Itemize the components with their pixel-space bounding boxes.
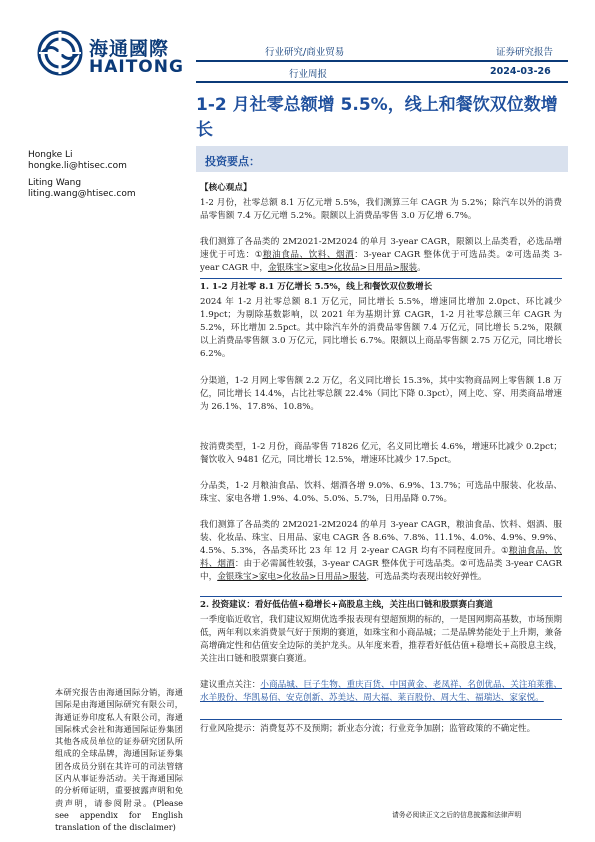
author-1-name: Hongke Li xyxy=(28,150,73,160)
report-title: 1-2 月社零总额增 5.5%，线上和餐饮双位数增长 xyxy=(196,95,558,140)
paragraph-1: 1-2 月份，社零总额 8.1 万亿元增 5.5%，我们测算三年 CAGR 为 5.2%；除汽车以外的消费品零售额 7.4 万亿元增 5.2%。限额以上消费品零售 3.0 万亿增 6.7%。 xyxy=(200,198,562,221)
report-label: 证券研究报告 xyxy=(496,47,554,58)
logo-english-name: HAITONG xyxy=(89,57,184,77)
section-divider-3 xyxy=(200,719,562,720)
logo-chinese-name: 海通國際 xyxy=(89,38,170,60)
paragraph-5: 按消费类型，1-2 月份，商品零售 71826 亿元，名义同比增长 4.6%，增速环比减少 0.2pct；餐饮收入 9481 亿元，同比增长 12.5%，增速环比减少 17.5pct。 xyxy=(200,442,562,465)
author-1 xyxy=(28,150,127,172)
author-2 xyxy=(28,178,136,200)
recommendation-list: 建议重点关注：小商品城、巨子生物、重庆百货、中国黄金、老凤祥、名创优品、关注珀莱雅、水羊股份、华凯易佰、安克创新、苏美达、周大福、莱百股份、周大生、福瑞达、家家悦。 xyxy=(200,680,562,703)
paragraph-6: 分品类，1-2 月粮油食品、饮料、烟酒各增 9.0%、6.9%、13.7%；可选品中服装、化妆品、珠宝、家电各增 1.9%、4.0%、5.0%、5.7%，日用品降 0.7%。 xyxy=(200,481,562,504)
haitong-logo-icon xyxy=(37,30,83,76)
author-1-email[interactable]: hongke.li@htisec.com xyxy=(28,161,127,171)
report-category: 行业研究/商业贸易 xyxy=(265,47,345,58)
section-divider-2 xyxy=(200,596,562,597)
paragraph-2: 我们测算了各品类的 2M2021-2M2024 的单月 3-year CAGR，限额以上品类看，必选品增速优于可选：①粮油食品、饮料、烟酒：3-year CAGR 整体优于可选品类。②可选品类 3-year CAGR 中，金银珠宝>家电>化妆品>日用品>服装。 xyxy=(200,237,562,273)
author-2-name: Liting Wang xyxy=(28,178,82,188)
risk-warning: 行业风险提示：消费复苏不及预期；新业态分流；行业竞争加剧；监管政策的不确定性。 xyxy=(200,724,536,734)
key-points-label: 投资要点： xyxy=(205,155,260,168)
report-date: 2024-03-26 xyxy=(490,66,551,77)
core-view-heading: 【核心观点】 xyxy=(200,183,252,193)
header-divider-2 xyxy=(196,81,568,83)
footer-notice: 请务必阅读正文之后的信息披露和法律声明 xyxy=(392,811,522,819)
paragraph-7: 我们测算了各品类的 2M2021-2M2024 的单月 3-year CAGR，粮油食品、饮料、烟酒、服装、化妆品、珠宝、日用品、家电 CAGR 各 8.6%、7.8%、11.1%、4.0%、4.9%、9.9%、4.5%、5.3%，各品类环比 23 年 12 月 2-year CAGR 均有不同程度回升。①粮油食品、饮料、烟酒：由于必需属性较强，3-year CAGR 整体优于可选品类。②可选品类 3-year CAGR 中，金银珠宝>家电>化妆品>日用品>服装，可选品类均表现出较好弹性。 xyxy=(200,520,562,582)
paragraph-4: 分渠道，1-2 月网上零售额 2.2 万亿，名义同比增长 15.3%，其中实物商品网上零售额 1.8 万亿，同比增长 14.4%，占比社零总额 22.4%（同比下降 0.3pct），网上吃、穿、用类商品增速为 26.1%、17.8%、10.8%。 xyxy=(200,376,562,412)
section-heading-2: 2. 投资建议：看好低估值+稳增长+高股息主线，关注出口链和股票赛白赛道 xyxy=(200,600,493,610)
disclaimer-text: 本研究报告由海通国际分销，海通国际是由海通国际研究有限公司，海通证券印度私人有限公司，海通国际株式会社和海通国际证券集团其他各成员单位的证券研究团队所组成的全球品牌，海通国际证券集团各成员分别在其许可的司法管辖区内从事证券活动。关于海通国际的分析师证明，重要披露声明和免责声明，请参阅附录。(Please see appendix for English translation of the disclaimer) xyxy=(55,687,183,833)
paragraph-8: 一季度临近收官，我们建议短期优选季报表现有望超预期的标的，一是国网期高基数，市场预期低，两年利以来消费景气好于预期的赛道，如珠宝和小商品城；二是品牌势能处于上升期，兼备高增确定性和估值安全边际的美护龙头。从年度来看，推荐看好低估值+稳增长+高股息主线，关注出口链和股票赛白赛道。 xyxy=(200,615,562,664)
section-heading-1: 1. 1-2 月社零 8.1 万亿增长 5.5%，线上和餐饮双位数增长 xyxy=(200,282,433,292)
paragraph-3: 2024 年 1-2 月社零总额 8.1 万亿元，同比增长 5.5%，增速同比增加 2.0pct、环比减少 1.9pct；为剔除基数影响，以 2021 年为基期计算 CAGR，1-2 月社零总额三年 CAGR 为 5.2%，环比增加 2.5pct。其中除汽车外的消费品零售额 7.4 万亿元，同比增长 5.2%，限额以上消费品零售额 3.0 万亿元，同比增长 6.7%。限额以上商品零售额 2.75 万亿元，同比增长 6.2%。 xyxy=(200,297,562,359)
author-2-email[interactable]: liting.wang@htisec.com xyxy=(28,189,136,199)
header-divider xyxy=(196,60,568,62)
section-divider-1 xyxy=(200,278,562,279)
report-type: 行业周报 xyxy=(289,69,328,80)
